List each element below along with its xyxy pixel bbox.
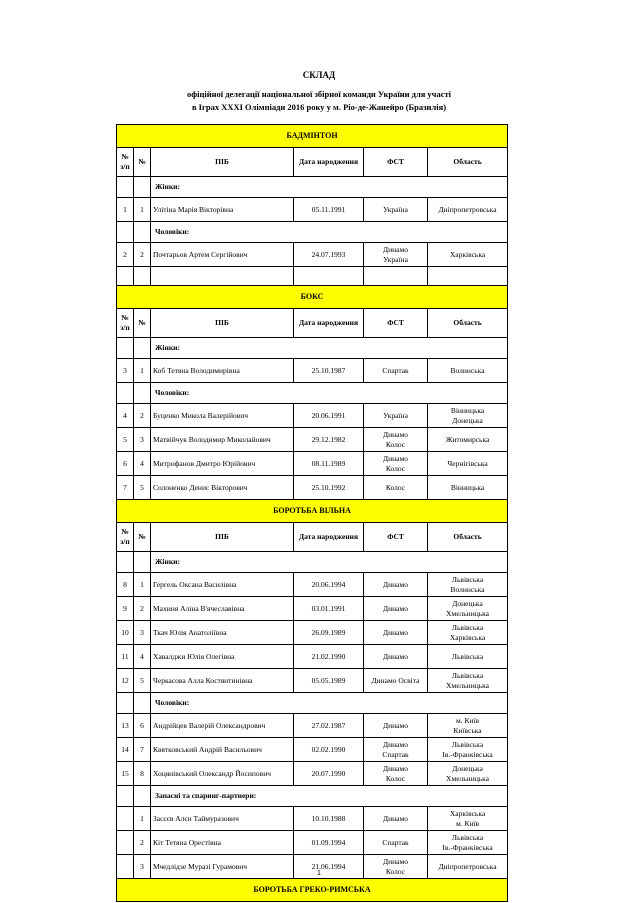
athlete-dob: 03.01.1991 (294, 597, 364, 621)
category-label-cell (151, 222, 508, 243)
section-title-row (117, 125, 508, 148)
athlete-fst: Динамо Освіта (364, 669, 428, 693)
column-header-n: № (134, 309, 151, 338)
table-row (117, 807, 508, 831)
athlete-region: Львівська Харківська (428, 621, 508, 645)
table-row (117, 573, 508, 597)
athlete-name: Хоцянівський Олександр Йосипович (151, 762, 294, 786)
category-empty-cell (117, 338, 134, 359)
row-index: 3 (134, 428, 151, 452)
athlete-fst: Динамо (364, 714, 428, 738)
row-index: 2 (134, 243, 151, 267)
athlete-region: Львівська Ів.-Франківська (428, 738, 508, 762)
table-row (117, 621, 508, 645)
athlete-name: Почтарьов Артем Сергійович (151, 243, 294, 267)
section-title: БАДМІНТОН (117, 125, 508, 148)
category-label-cell (151, 693, 508, 714)
document-header (0, 70, 638, 114)
category-row (117, 222, 508, 243)
column-header-dob: Дата народження (294, 309, 364, 338)
category-row (117, 786, 508, 807)
table-row (117, 198, 508, 222)
table-row (117, 452, 508, 476)
blank-cell (364, 267, 428, 286)
athlete-fst: Спартак (364, 359, 428, 383)
category-label: Чоловіки: (155, 698, 190, 707)
table-row (117, 645, 508, 669)
row-number: 4 (117, 404, 134, 428)
athlete-dob: 05.11.1991 (294, 198, 364, 222)
category-label: Чоловіки: (155, 388, 190, 397)
athlete-dob: 20.06.1991 (294, 404, 364, 428)
row-number: 15 (117, 762, 134, 786)
row-number: 5 (117, 428, 134, 452)
athlete-fst: Україна (364, 198, 428, 222)
row-index: 6 (134, 714, 151, 738)
athlete-name: Мчедлідзе Муразі Гурамович (151, 855, 294, 879)
row-number: 11 (117, 645, 134, 669)
row-index: 5 (134, 476, 151, 500)
blank-cell (294, 267, 364, 286)
athlete-fst: Україна (364, 404, 428, 428)
row-number: 6 (117, 452, 134, 476)
row-number: 12 (117, 669, 134, 693)
row-index: 5 (134, 669, 151, 693)
row-number: 14 (117, 738, 134, 762)
athlete-fst: Спартак (364, 831, 428, 855)
column-header-row (117, 523, 508, 552)
category-empty-cell (134, 383, 151, 404)
row-number: 9 (117, 597, 134, 621)
category-empty-cell (117, 693, 134, 714)
athlete-dob: 20.06.1994 (294, 573, 364, 597)
athlete-name: Ткач Юлія Анатоліївна (151, 621, 294, 645)
athlete-name: Кіт Тетяна Орестівна (151, 831, 294, 855)
page-number: 1 (317, 870, 321, 877)
row-index: 4 (134, 645, 151, 669)
category-empty-cell (134, 338, 151, 359)
athlete-region: Дніпропетровська (428, 198, 508, 222)
category-label: Жінки: (155, 182, 180, 191)
table-row (117, 359, 508, 383)
column-header-dob: Дата народження (294, 523, 364, 552)
athlete-dob: 26.09.1989 (294, 621, 364, 645)
column-header-region: Область (428, 523, 508, 552)
athlete-region: Дніпропетровська (428, 855, 508, 879)
category-empty-cell (134, 552, 151, 573)
row-number (117, 831, 134, 855)
category-row (117, 338, 508, 359)
section-title-row (117, 500, 508, 523)
section-title: БОРОТЬБА ГРЕКО-РИМСЬКА (117, 879, 508, 902)
row-number: 10 (117, 621, 134, 645)
row-number: 7 (117, 476, 134, 500)
athlete-dob: 05.05.1989 (294, 669, 364, 693)
table-row (117, 714, 508, 738)
blank-cell (428, 267, 508, 286)
delegation-table-container (116, 124, 507, 902)
section-title: БОКС (117, 286, 508, 309)
row-index: 1 (134, 198, 151, 222)
athlete-region: Вінницька Донецька (428, 404, 508, 428)
column-header-num: № з/п (117, 309, 134, 338)
athlete-dob: 02.02.1990 (294, 738, 364, 762)
athlete-name: Улітіна Марія Вікторівна (151, 198, 294, 222)
category-empty-cell (134, 786, 151, 807)
document-title: СКЛАД (302, 70, 336, 80)
athlete-fst: Динамо Колос (364, 452, 428, 476)
row-number: 2 (117, 243, 134, 267)
athlete-region: Львівська Волинська (428, 573, 508, 597)
athlete-dob: 01.09.1994 (294, 831, 364, 855)
category-label: Жінки: (155, 343, 180, 352)
row-number: 13 (117, 714, 134, 738)
column-header-n: № (134, 523, 151, 552)
row-number: 1 (117, 198, 134, 222)
row-index: 8 (134, 762, 151, 786)
athlete-name: Андрійцев Валерій Олександрович (151, 714, 294, 738)
athlete-dob: 25.10.1987 (294, 359, 364, 383)
column-header-num: № з/п (117, 523, 134, 552)
athlete-name: Квятковський Андрій Васильович (151, 738, 294, 762)
athlete-name: Коб Тетяна Володимирівна (151, 359, 294, 383)
table-row (117, 428, 508, 452)
column-header-fst: ФСТ (364, 148, 428, 177)
table-row (117, 831, 508, 855)
athlete-name: Черкасова Алла Костянтинівна (151, 669, 294, 693)
category-empty-cell (134, 693, 151, 714)
athlete-fst: Динамо Україна (364, 243, 428, 267)
athlete-region: Львівська (428, 645, 508, 669)
athlete-name: Хавалджи Юлія Олегівна (151, 645, 294, 669)
document-subtitle-line1: офіційної делегації національної збірної команди України для участі (186, 89, 452, 99)
column-header-name: ПІБ (151, 309, 294, 338)
athlete-region: Донецька Хмельницька (428, 597, 508, 621)
athlete-region: Львівська Хмельницька (428, 669, 508, 693)
delegation-table (116, 124, 508, 902)
athlete-name: Махиня Аліна В'ячеславівна (151, 597, 294, 621)
table-row (117, 597, 508, 621)
delegation-table-body (117, 125, 508, 902)
athlete-fst: Динамо (364, 621, 428, 645)
row-index: 1 (134, 359, 151, 383)
column-header-row (117, 309, 508, 338)
athlete-dob: 29.12.1982 (294, 428, 364, 452)
category-label-cell (151, 338, 508, 359)
category-label-cell (151, 786, 508, 807)
table-row (117, 476, 508, 500)
athlete-region: Житомирська (428, 428, 508, 452)
category-empty-cell (134, 222, 151, 243)
athlete-name: Матвійчук Володимир Миколайович (151, 428, 294, 452)
category-row (117, 383, 508, 404)
athlete-dob: 08.11.1989 (294, 452, 364, 476)
row-number: 8 (117, 573, 134, 597)
athlete-fst: Динамо Колос (364, 762, 428, 786)
athlete-fst: Динамо (364, 573, 428, 597)
document-subtitle-line2: в Іграх XXXI Олімпіади 2016 року у м. Ріо-де-Жанейро (Бразилія) (191, 102, 447, 112)
athlete-dob: 21.02.1990 (294, 645, 364, 669)
column-header-name: ПІБ (151, 523, 294, 552)
blank-cell (117, 267, 134, 286)
column-header-n: № (134, 148, 151, 177)
athlete-fst: Динамо (364, 597, 428, 621)
table-row (117, 669, 508, 693)
category-label: Запасні та спаринг-партнери: (155, 791, 257, 800)
table-row (117, 243, 508, 267)
athlete-name: Буценко Микола Валерійович (151, 404, 294, 428)
row-index: 1 (134, 807, 151, 831)
category-empty-cell (117, 786, 134, 807)
column-header-fst: ФСТ (364, 523, 428, 552)
athlete-fst: Динамо Колос (364, 855, 428, 879)
category-row (117, 552, 508, 573)
category-empty-cell (117, 383, 134, 404)
athlete-fst: Динамо (364, 807, 428, 831)
athlete-region: Вінницька (428, 476, 508, 500)
table-row (117, 762, 508, 786)
category-empty-cell (134, 177, 151, 198)
row-index: 3 (134, 621, 151, 645)
category-label-cell (151, 383, 508, 404)
row-index: 2 (134, 831, 151, 855)
category-row (117, 177, 508, 198)
athlete-name: Засєєв Алєн Таймуразович (151, 807, 294, 831)
table-row (117, 738, 508, 762)
athlete-region: м. Київ Київська (428, 714, 508, 738)
column-header-fst: ФСТ (364, 309, 428, 338)
blank-cell (151, 267, 294, 286)
athlete-fst: Динамо Колос (364, 428, 428, 452)
row-index: 3 (134, 855, 151, 879)
athlete-fst: Колос (364, 476, 428, 500)
athlete-dob: 25.10.1992 (294, 476, 364, 500)
athlete-name: Гергель Оксана Василівна (151, 573, 294, 597)
category-label-cell (151, 177, 508, 198)
athlete-name: Митрофанов Дмитро Юрійович (151, 452, 294, 476)
row-number: 3 (117, 359, 134, 383)
athlete-region: Львівська Ів.-Франківська (428, 831, 508, 855)
column-header-row (117, 148, 508, 177)
row-index: 2 (134, 404, 151, 428)
category-label: Чоловіки: (155, 227, 190, 236)
row-index: 4 (134, 452, 151, 476)
athlete-fst: Динамо (364, 645, 428, 669)
row-index: 1 (134, 573, 151, 597)
row-number (117, 807, 134, 831)
athlete-fst: Динамо Спартак (364, 738, 428, 762)
section-title-row (117, 879, 508, 902)
blank-cell (134, 267, 151, 286)
athlete-region: Волинська (428, 359, 508, 383)
category-row (117, 693, 508, 714)
section-title-row (117, 286, 508, 309)
category-empty-cell (117, 177, 134, 198)
category-empty-cell (117, 552, 134, 573)
athlete-dob: 21.06.1994 (294, 855, 364, 879)
table-row (117, 404, 508, 428)
athlete-dob: 20.07.1990 (294, 762, 364, 786)
athlete-region: Чернігівська (428, 452, 508, 476)
row-index: 7 (134, 738, 151, 762)
blank-row (117, 267, 508, 286)
athlete-region: Харківська м. Київ (428, 807, 508, 831)
column-header-region: Область (428, 309, 508, 338)
category-empty-cell (117, 222, 134, 243)
athlete-name: Солоненко Денис Вікторович (151, 476, 294, 500)
athlete-dob: 10.10.1988 (294, 807, 364, 831)
athlete-region: Донецька Хмельницька (428, 762, 508, 786)
column-header-name: ПІБ (151, 148, 294, 177)
row-index: 2 (134, 597, 151, 621)
section-title: БОРОТЬБА ВІЛЬНА (117, 500, 508, 523)
category-label-cell (151, 552, 508, 573)
category-label: Жінки: (155, 557, 180, 566)
athlete-dob: 24.07.1993 (294, 243, 364, 267)
column-header-region: Область (428, 148, 508, 177)
athlete-region: Харківська (428, 243, 508, 267)
athlete-dob: 27.02.1987 (294, 714, 364, 738)
column-header-dob: Дата народження (294, 148, 364, 177)
column-header-num: № з/п (117, 148, 134, 177)
